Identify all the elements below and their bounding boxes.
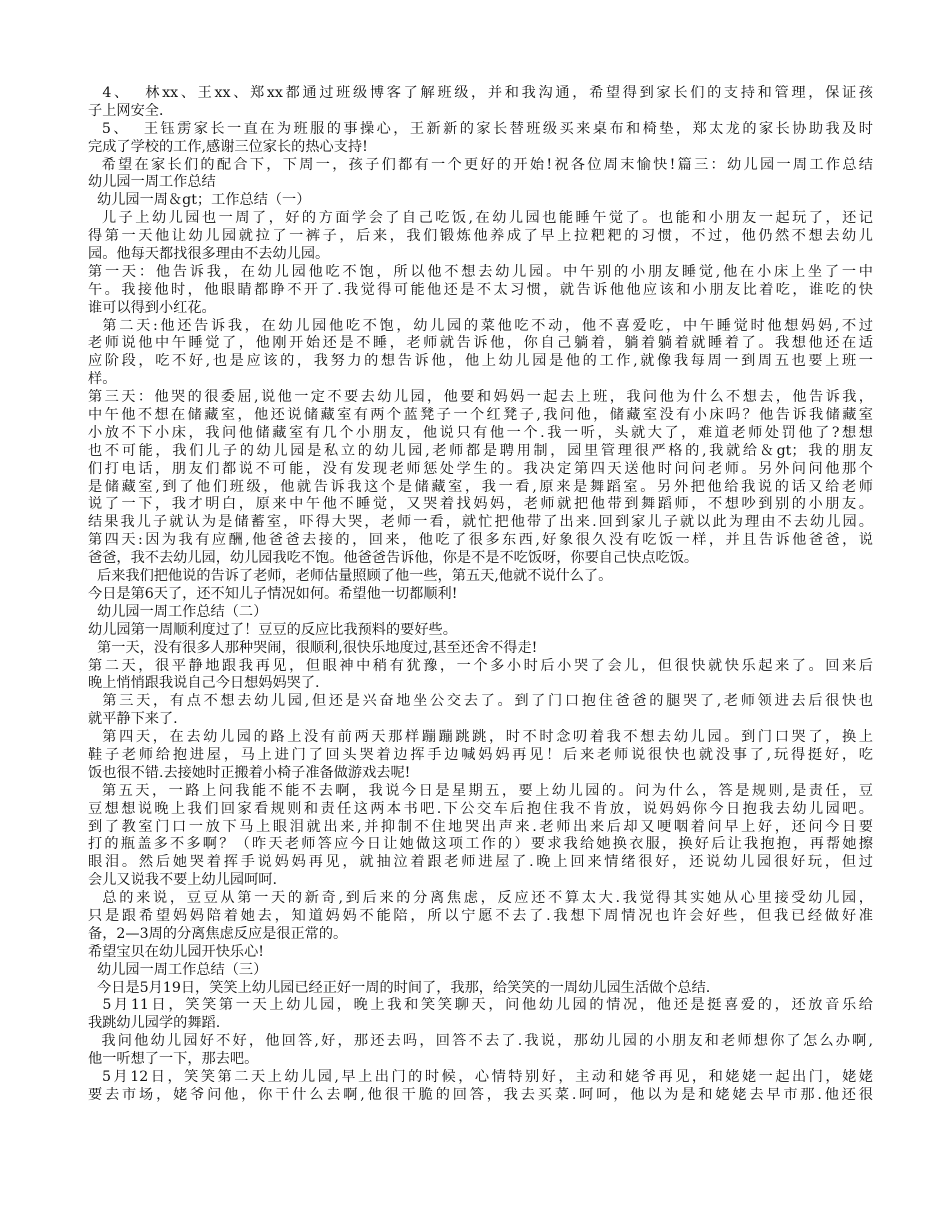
text-line: 总的来说，豆豆从第一天的新奇,到后来的分离焦虑，反应还不算太大.我觉得其实她从心里接受幼儿园， (88, 890, 873, 907)
text-line: 谁可以得到小红花。 (88, 299, 216, 316)
text-line: 园。他每天都找很多理由不去幼儿园。 (88, 246, 330, 263)
text-line: 幼儿园第一周顺利度过了！豆豆的反应比我预料的要好些。 (88, 621, 457, 638)
text-line: 幼儿园一周工作总结 (88, 174, 216, 191)
text-line: 他一听想了一下，那去吧。 (88, 1051, 259, 1068)
text-line: 第二天:他还告诉我，在幼儿园他吃不饱，幼儿园的菜他吃不动，他不喜爱吃，中午睡觉时他想妈妈,不过 (88, 317, 873, 334)
text-line: 希望宝贝在幼儿园开快乐心! (88, 943, 264, 960)
text-line: 眼泪。然后她哭着挥手说妈妈再见，就抽泣着跟老师进屋了.晚上回来情绪很好，还说幼儿园很好玩，但过 (88, 854, 873, 871)
text-line: 幼儿园一周工作总结（二） (88, 603, 268, 620)
text-line: 子上网安全． (88, 102, 174, 119)
text-line: 幼儿园一周＆gt；工作总结（一） (88, 192, 311, 209)
text-line: 我问他幼儿园好不好，他回答,好，那还去吗，回答不去了.我说，那幼儿园的小朋友和老师想你了怎么办啊, (88, 1033, 873, 1050)
text-line: 第四天，在去幼儿园的路上没有前两天那样蹦蹦跳跳，时不时念叨着我不想去幼儿园。到门口哭了，换上 (88, 729, 873, 746)
text-line: 中午他不想在储藏室，他还说储藏室有两个蓝凳子一个红凳子,我问他，储藏室没有小床吗？他告诉我储藏室 (88, 407, 873, 424)
text-line: 只是跟希望妈妈陪着她去，知道妈妈不能陪，所以宁愿不去了.我想下周情况也许会好些，但我已经做好准 (88, 907, 873, 924)
text-line: 第四天:因为我有应酬,他爸爸去接的，回来，他吃了很多东西,好象很久没有吃饭一样，并且告诉他爸爸，说 (88, 532, 873, 549)
text-line: 午。我接他时，他眼睛都睁不开了.我觉得可能他还是不太习惯，就告诉他他应该和小朋友比着吃，谁吃的快 (88, 281, 873, 298)
text-line: 结果我儿子就认为是储蓄室，吓得大哭，老师一看，就忙把他带了出来.回到家儿子就以此为理由不去幼儿园。 (88, 514, 873, 531)
text-line: 5、 王钰雳家长一直在为班服的事操心，王新新的家长替班级买来桌布和椅垫，郑太龙的家长协助我及时 (88, 120, 873, 137)
text-line: 爸爸，我不去幼儿园，幼儿园我吃不饱。他爸爸告诉他，你是不是不吃饭呀，你要自己快点吃饭。 (88, 550, 699, 567)
text-line: 会儿又说我不要上幼儿园呵呵. (88, 872, 277, 889)
text-line: 第一天，没有很多人那种哭闹，很顺利,很快乐地度过,甚至还舍不得走! (88, 639, 538, 656)
text-line: 就平静下来了. (88, 711, 178, 728)
text-line: 是储藏室,到了他们班级，他就告诉我这个是储藏室，我一看,原来是舞蹈室。另外把他给我说的话又给老师 (88, 478, 873, 495)
text-line: 要去市场，姥爷问他，你干什么去啊,他很干脆的回答，我去买菜.呵呵，他以为是和姥姥去早市那.他还很 (88, 1086, 873, 1103)
text-line: 5月12日，笑笑第二天上幼儿园,早上出门的时候，心情特别好，主动和姥爷再见，和姥姥一起出门，姥姥 (88, 1068, 873, 1085)
text-line: 晚上悄悄跟我说自己今日想妈妈哭了. (88, 675, 320, 692)
text-line: 第三天：他哭的很委屈,说他一定不要去幼儿园，他要和妈妈一起去上班，我问他为什么不想去，他告诉我， (88, 389, 873, 406)
text-line: 今日是第6天了，还不知儿子情况如何。希望他一切都顺利! (88, 585, 458, 602)
text-line: 第二天，很平静地跟我再见，但眼神中稍有犹豫，一个多小时后小哭了会儿，但很快就快乐起来了。回来后 (88, 657, 873, 674)
text-line: 幼儿园一周工作总结（三） (88, 961, 268, 978)
text-line: 们打电话，朋友们都说不可能，没有发现老师惩处学生的。我决定第四天送他时问问老师。另外问问他那个 (88, 460, 873, 477)
text-line: 应阶段，吃不好,也是应该的，我努力的想告诉他，他上幼儿园是他的工作,就像我每周一到周五也要上班一 (88, 353, 873, 370)
text-line: 5月11日，笑笑第一天上幼儿园，晚上我和笑笑聊天，问他幼儿园的情况，他还是挺喜爱的，还放音乐给 (88, 997, 873, 1014)
text-line: 第一天：他告诉我，在幼儿园他吃不饱，所以他不想去幼儿园。中午别的小朋友睡觉,他在小床上坐了一中 (88, 263, 873, 280)
text-line: 饭也很不错.去接她时正搬着小椅子准备做游戏去呢! (88, 764, 411, 781)
text-line: 完成了学校的工作,感谢三位家长的热心支持! (88, 138, 368, 155)
text-line: 也不可能，我们儿子的幼儿园是私立的幼儿园,老师都是聘用制，园里管理很严格的,我就给＆gt；我的朋友 (88, 442, 873, 459)
text-line: 儿子上幼儿园也一周了，好的方面学会了自己吃饭,在幼儿园也能睡午觉了。也能和小朋友一起玩了，还记 (88, 210, 873, 227)
text-line: 第五天，一路上问我能不能不去啊，我说今日是星期五，要上幼儿园的。问为什么，答是规则,是责任，豆 (88, 782, 873, 799)
text-line: 我跳幼儿园学的舞蹈. (88, 1015, 221, 1032)
text-line: 到了教室门口一放下马上眼泪就出来,并抑制不住地哭出声来.老师出来后却又哽咽着问早上好，还问今日要 (88, 818, 873, 835)
text-line: 第三天，有点不想去幼儿园,但还是兴奋地坐公交去了。到了门口抱住爸爸的腿哭了,老师领进去后很快也 (88, 693, 873, 710)
text-line: 豆想想说晚上我们回家看规则和责任这两本书吧.下公交车后抱住我不肯放，说妈妈你今日抱我去幼儿园吧。 (88, 800, 873, 817)
text-line: 小放不下小床，我问他储藏室有几个小朋友，他说只有他一个.我一听，头就大了，难道老师处罚他了?想想 (88, 424, 873, 441)
text-line: 老师说他中午睡觉了，他刚开始还是不睡，老师就告诉他，你自己躺着，躺着躺着就睡着了。我想他还在适 (88, 335, 873, 352)
text-line: 希望在家长们的配合下，下周一，孩子们都有一个更好的开始!祝各位周末愉快!篇三：幼儿园一周工作总结 (88, 156, 873, 173)
text-line: 今日是5月19日，笑笑上幼儿园已经正好一周的时间了，我那，给笑笑的一周幼儿园生活做个总结. (88, 979, 711, 996)
text-line: 说了一下，我才明白，原来中午他不睡觉，又哭着找妈妈，老师就把他带到舞蹈师，不想吵到别的小朋友。 (88, 496, 873, 513)
document-body (88, 85, 873, 1105)
text-line: 得第一天他让幼儿园就拉了一裤子，后来，我们锻炼他养成了早上拉粑粑的习惯，不过，他仍然不想去幼儿 (88, 228, 873, 245)
text-line: 鞋子老师给抱进屋，马上进门了回头哭着边挥手边喊妈妈再见！后来老师说很快也就没事了,玩得挺好，吃 (88, 746, 873, 763)
text-line: 4、 林xx、王xx、郑xx都通过班级博客了解班级，并和我沟通，希望得到家长们的支持和管理，保证孩 (88, 85, 873, 101)
text-line: 打的瓶盖多不多啊？（昨天老师答应今日让她做这项工作的）要求我给她换衣服，换好后让我抱抱，再帮她擦 (88, 836, 873, 853)
text-line: 样。 (88, 371, 117, 388)
text-line: 后来我们把他说的告诉了老师，老师估量照顾了他一些，第五天,他就不说什么了。 (88, 568, 613, 585)
text-line: 备，2—3周的分离焦虑反应是很正常的。 (88, 925, 348, 942)
